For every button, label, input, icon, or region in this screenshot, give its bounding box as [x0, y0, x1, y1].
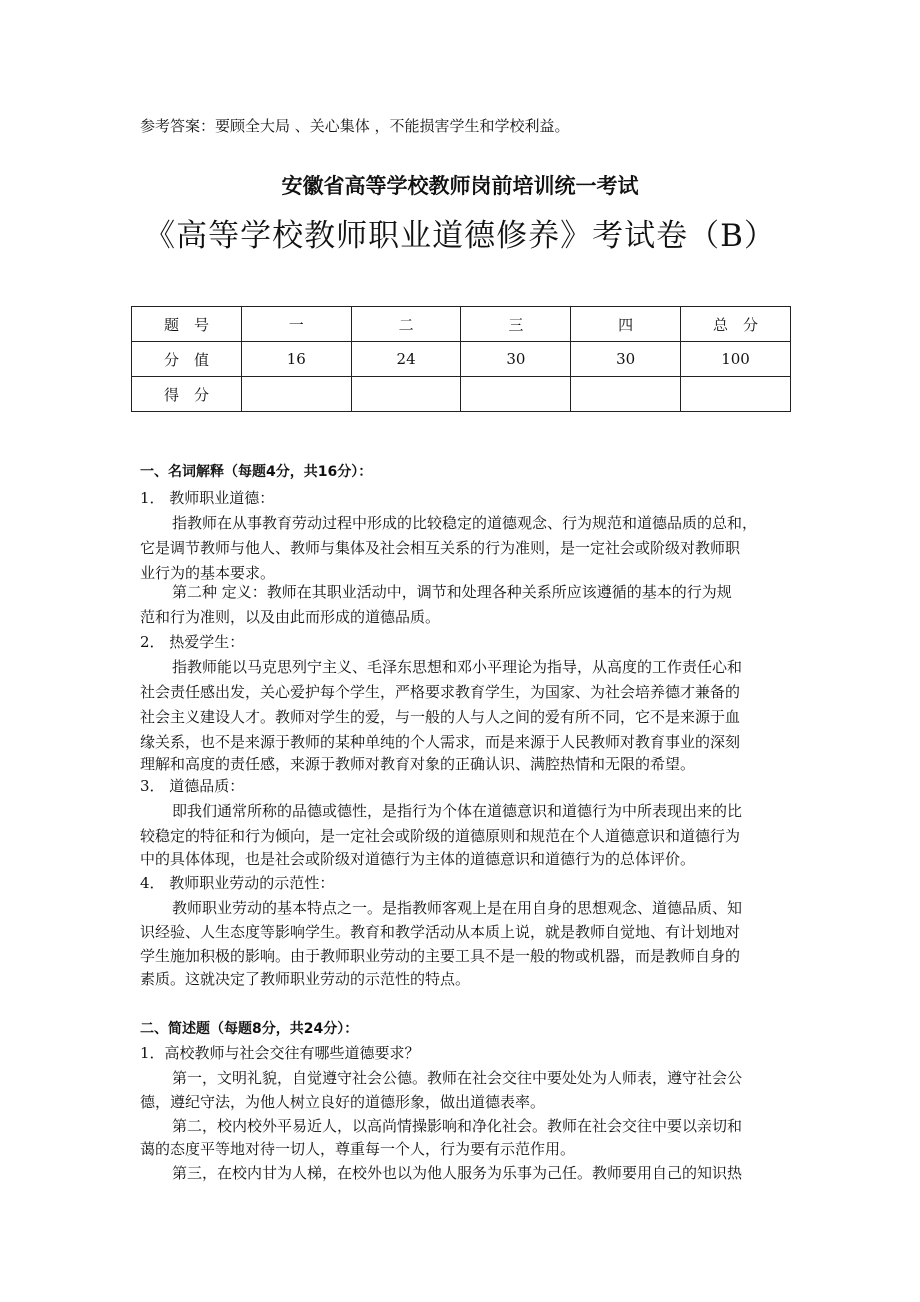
row-label: 得 分 [132, 377, 242, 412]
item2-text: 理解和高度的责任感，来源于教师对教育对象的正确认识、满腔热情和无限的希望。 [140, 755, 696, 773]
row-label: 题 号 [132, 307, 242, 342]
item4-title: 4． 教师职业劳动的示范性： [140, 874, 335, 892]
exam-subtitle: 《高等学校教师职业道德修养》考试卷（B） [144, 218, 776, 254]
item3-text: 即我们通常所称的品德或德性，是指行为个体在道德意识和道德行为中所表现出来的比 [172, 802, 743, 820]
header-cell: 一 [241, 307, 351, 342]
q1-text: 第一，文明礼貌，自觉遵守社会公德。教师在社会交往中要处处为人师表，遵守社会公 [172, 1069, 743, 1087]
item2-text: 社会责任感出发，关心爱护每个学生，严格要求教育学生，为国家、为社会培养德才兼备的 [140, 683, 741, 701]
item1-text: 业行为的基本要求。 [140, 564, 276, 582]
item3-text: 较稳定的特征和行为倾向，是一定社会或阶级的道德原则和规范在个人道德意识和道德行为 [140, 827, 741, 845]
item1-text-alt: 范和行为准则，以及由此而形成的道德品质。 [140, 608, 441, 626]
value-cell: 30 [461, 342, 571, 377]
header-cell: 二 [351, 307, 461, 342]
section2-heading: 二、简述题（每题8分，共24分）： [140, 1021, 359, 1037]
header-cell: 三 [461, 307, 571, 342]
item4-text: 学生施加积极的影响。由于教师职业劳动的主要工具不是一般的物或机器，而是教师自身的 [140, 947, 741, 965]
item1-text-alt: 第二种 定义：教师在其职业活动中，调节和处理各种关系所应该遵循的基本的行为规 [172, 583, 732, 601]
score-table-row-header [132, 307, 791, 342]
score-table-row-score [132, 377, 791, 412]
item3-title: 3． 道德品质： [140, 777, 245, 795]
row-label: 分 值 [132, 342, 242, 377]
item2-text: 社会主义建设人才。教师对学生的爱，与一般的人与人之间的爱有所不同，它不是来源于血 [140, 708, 741, 726]
score-entry-cell [461, 377, 571, 412]
item3-text: 中的具体体现，也是社会或阶级对道德行为主体的道德意识和道德行为的总体评价。 [140, 850, 696, 868]
item4-text: 识经验、人生态度等影响学生。教育和教学活动从本质上说，就是教师自觉地、有计划地对 [140, 923, 741, 941]
score-entry-cell [351, 377, 461, 412]
score-entry-cell [241, 377, 351, 412]
item2-text: 缘关系，也不是来源于教师的某种单纯的个人需求，而是来源于人民教师对教育事业的深刻 [140, 733, 741, 751]
header-cell: 四 [571, 307, 681, 342]
q1-title: 1．高校教师与社会交往有哪些道德要求？ [140, 1044, 420, 1062]
value-cell: 30 [571, 342, 681, 377]
q1-text: 蔼的态度平等地对待一切人，尊重每一个人，行为要有示范作用。 [140, 1140, 576, 1158]
score-entry-cell [681, 377, 791, 412]
answer-note: 参考答案：要顾全大局 、关心集体 ，不能损害学生和学校利益。 [140, 117, 570, 135]
value-cell: 16 [241, 342, 351, 377]
item4-text: 素质。这就决定了教师职业劳动的示范性的特点。 [140, 970, 471, 988]
section1-heading: 一、名词解释（每题4分，共16分）： [140, 464, 373, 480]
q1-text: 德，遵纪守法，为他人树立良好的道德形象，做出道德表率。 [140, 1093, 546, 1111]
q1-text: 第二，校内校外平易近人，以高尚情操影响和净化社会。教师在社会交往中要以亲切和 [172, 1117, 743, 1135]
value-cell: 24 [351, 342, 461, 377]
exam-title: 安徽省高等学校教师岗前培训统一考试 [281, 174, 639, 198]
score-table [131, 306, 791, 412]
score-table-row-points [132, 342, 791, 377]
item4-text: 教师职业劳动的基本特点之一。是指教师客观上是在用自身的思想观念、道德品质、知 [172, 899, 743, 917]
value-cell: 100 [681, 342, 791, 377]
item1-text: 指教师在从事教育劳动过程中形成的比较稳定的道德观念、行为规范和道德品质的总和， [172, 514, 758, 532]
item2-title: 2． 热爱学生： [140, 633, 245, 651]
header-cell: 总 分 [681, 307, 791, 342]
item1-text: 它是调节教师与他人、教师与集体及社会相互关系的行为准则，是一定社会或阶级对教师职 [140, 539, 741, 557]
item1-title: 1． 教师职业道德： [140, 489, 275, 507]
item2-text: 指教师能以马克思列宁主义、毛泽东思想和邓小平理论为指导，从高度的工作责任心和 [172, 658, 743, 676]
score-entry-cell [571, 377, 681, 412]
q1-text: 第三，在校内甘为人梯，在校外也以为他人服务为乐事为己任。教师要用自己的知识热 [172, 1164, 743, 1182]
